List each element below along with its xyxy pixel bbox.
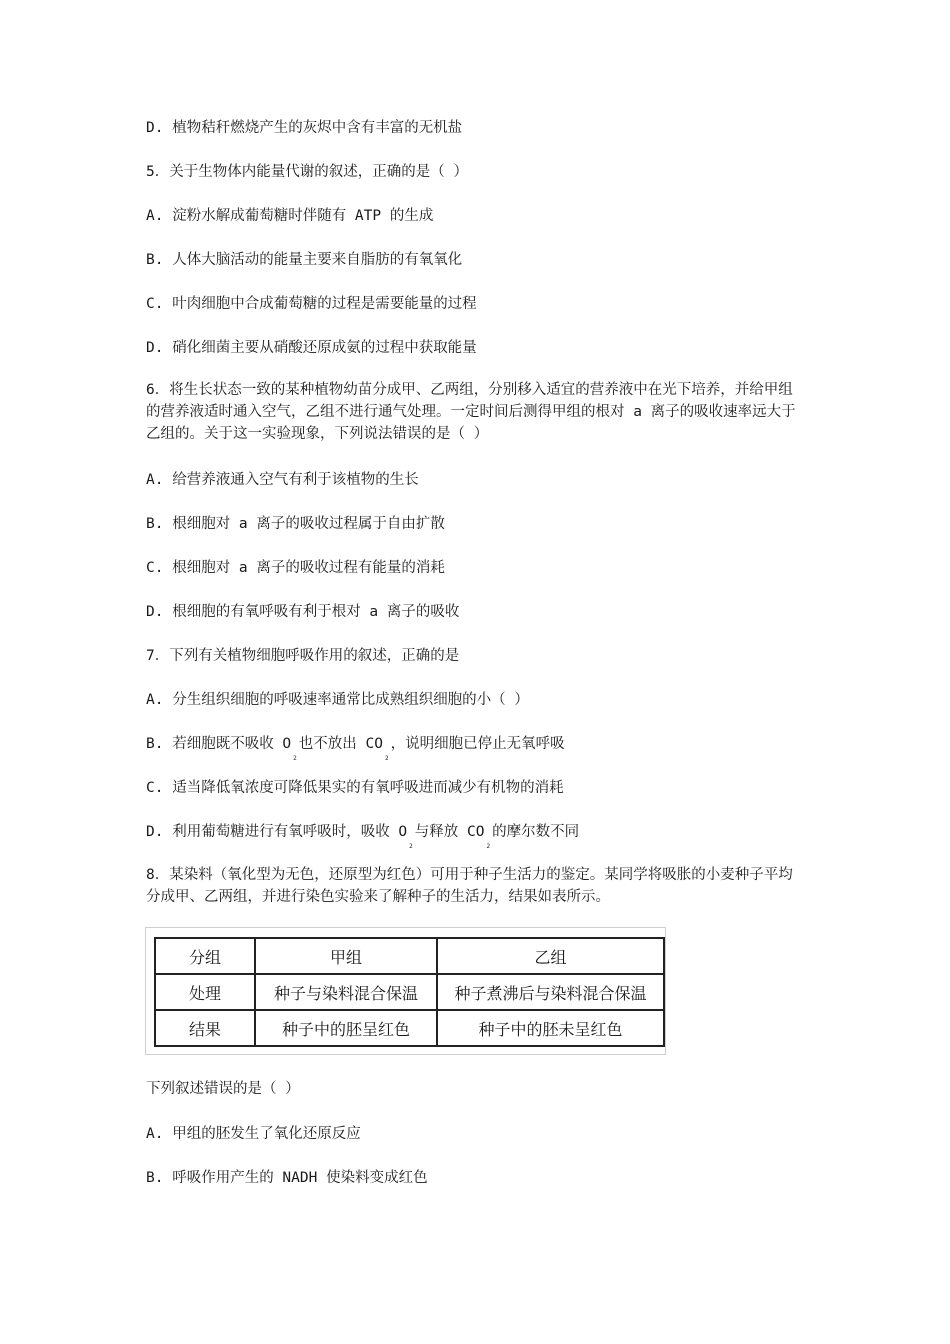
option-4d: D. 植物秸秆燃烧产生的灰烬中含有丰富的无机盐 xyxy=(146,120,463,136)
question-6: 6．将生长状态一致的某种植物幼苗分成甲、乙两组，分别移入适宜的营养液中在光下培养，并给甲组的营养液适时通入空气，乙组不进行通气处理。一定时间后测得甲组的根对 a 离子的吸收速率远大于乙组的。关于这一实验现象，下列说法错误的是（ ） xyxy=(146,382,796,442)
option-6a: A. 给营养液通入空气有利于该植物的生长 xyxy=(146,472,419,488)
table-cell: 甲组 xyxy=(255,938,437,974)
table-cell: 分组 xyxy=(155,938,255,974)
results-table-frame xyxy=(145,927,666,1055)
option-6d: D. 根细胞的有氧呼吸有利于根对 a 离子的吸收 xyxy=(146,604,460,620)
option-7d-text-1: D. 利用葡萄糖进行有氧呼吸时，吸收 O xyxy=(146,824,408,840)
option-7b-text-1: B. 若细胞既不吸收 O xyxy=(146,736,292,752)
option-6c: C. 根细胞对 a 离子的吸收过程有能量的消耗 xyxy=(146,560,445,576)
option-7d-text-2: 与释放 CO xyxy=(414,824,485,840)
table-row xyxy=(155,938,664,974)
option-7d-text-3: 的摩尔数不同 xyxy=(492,824,580,840)
table-row xyxy=(155,974,664,1010)
question-8: 8．某染料（氧化型为无色，还原型为红色）可用于种子生活力的鉴定。某同学将吸胀的小麦种子平均分成甲、乙两组，并进行染色实验来了解种子的生活力，结果如表所示。 xyxy=(146,867,793,905)
option-5b: B. 人体大脑活动的能量主要来自脂肪的有氧氧化 xyxy=(146,252,463,268)
option-5c: C. 叶肉细胞中合成葡萄糖的过程是需要能量的过程 xyxy=(146,296,477,312)
option-7d xyxy=(146,822,580,850)
subscript: 2 xyxy=(384,755,389,762)
option-7a: A. 分生组织细胞的呼吸速率通常比成熟组织细胞的小（ ） xyxy=(146,692,529,708)
results-table xyxy=(154,937,665,1047)
table-cell: 乙组 xyxy=(437,938,664,974)
option-8a: A. 甲组的胚发生了氧化还原反应 xyxy=(146,1126,361,1142)
question-5: 5．关于生物体内能量代谢的叙述，正确的是（ ） xyxy=(146,164,468,180)
option-5a: A. 淀粉水解成葡萄糖时伴随有 ATP 的生成 xyxy=(146,208,434,224)
question-8-prompt: 下列叙述错误的是（ ） xyxy=(146,1081,300,1097)
subscript: 2 xyxy=(486,843,491,850)
option-7b-text-2: 也不放出 CO xyxy=(298,736,383,752)
table-row xyxy=(155,1010,664,1046)
option-7c: C. 适当降低氧浓度可降低果实的有氧呼吸进而减少有机物的消耗 xyxy=(146,780,564,796)
table-cell: 种子中的胚未呈红色 xyxy=(437,1010,664,1046)
option-7b-text-3: ，说明细胞已停止无氧呼吸 xyxy=(390,736,565,752)
table-cell: 结果 xyxy=(155,1010,255,1046)
table-cell: 处理 xyxy=(155,974,255,1010)
subscript: 2 xyxy=(409,843,413,850)
table-cell: 种子煮沸后与染料混合保温 xyxy=(437,974,664,1010)
table-cell: 种子与染料混合保温 xyxy=(255,974,437,1010)
option-5d: D. 硝化细菌主要从硝酸还原成氨的过程中获取能量 xyxy=(146,340,477,356)
option-7b xyxy=(146,734,565,762)
question-7: 7．下列有关植物细胞呼吸作用的叙述，正确的是 xyxy=(146,648,460,664)
table-cell: 种子中的胚呈红色 xyxy=(255,1010,437,1046)
option-6b: B. 根细胞对 a 离子的吸收过程属于自由扩散 xyxy=(146,516,445,532)
option-8b: B. 呼吸作用产生的 NADH 使染料变成红色 xyxy=(146,1170,428,1186)
subscript: 2 xyxy=(293,755,297,762)
